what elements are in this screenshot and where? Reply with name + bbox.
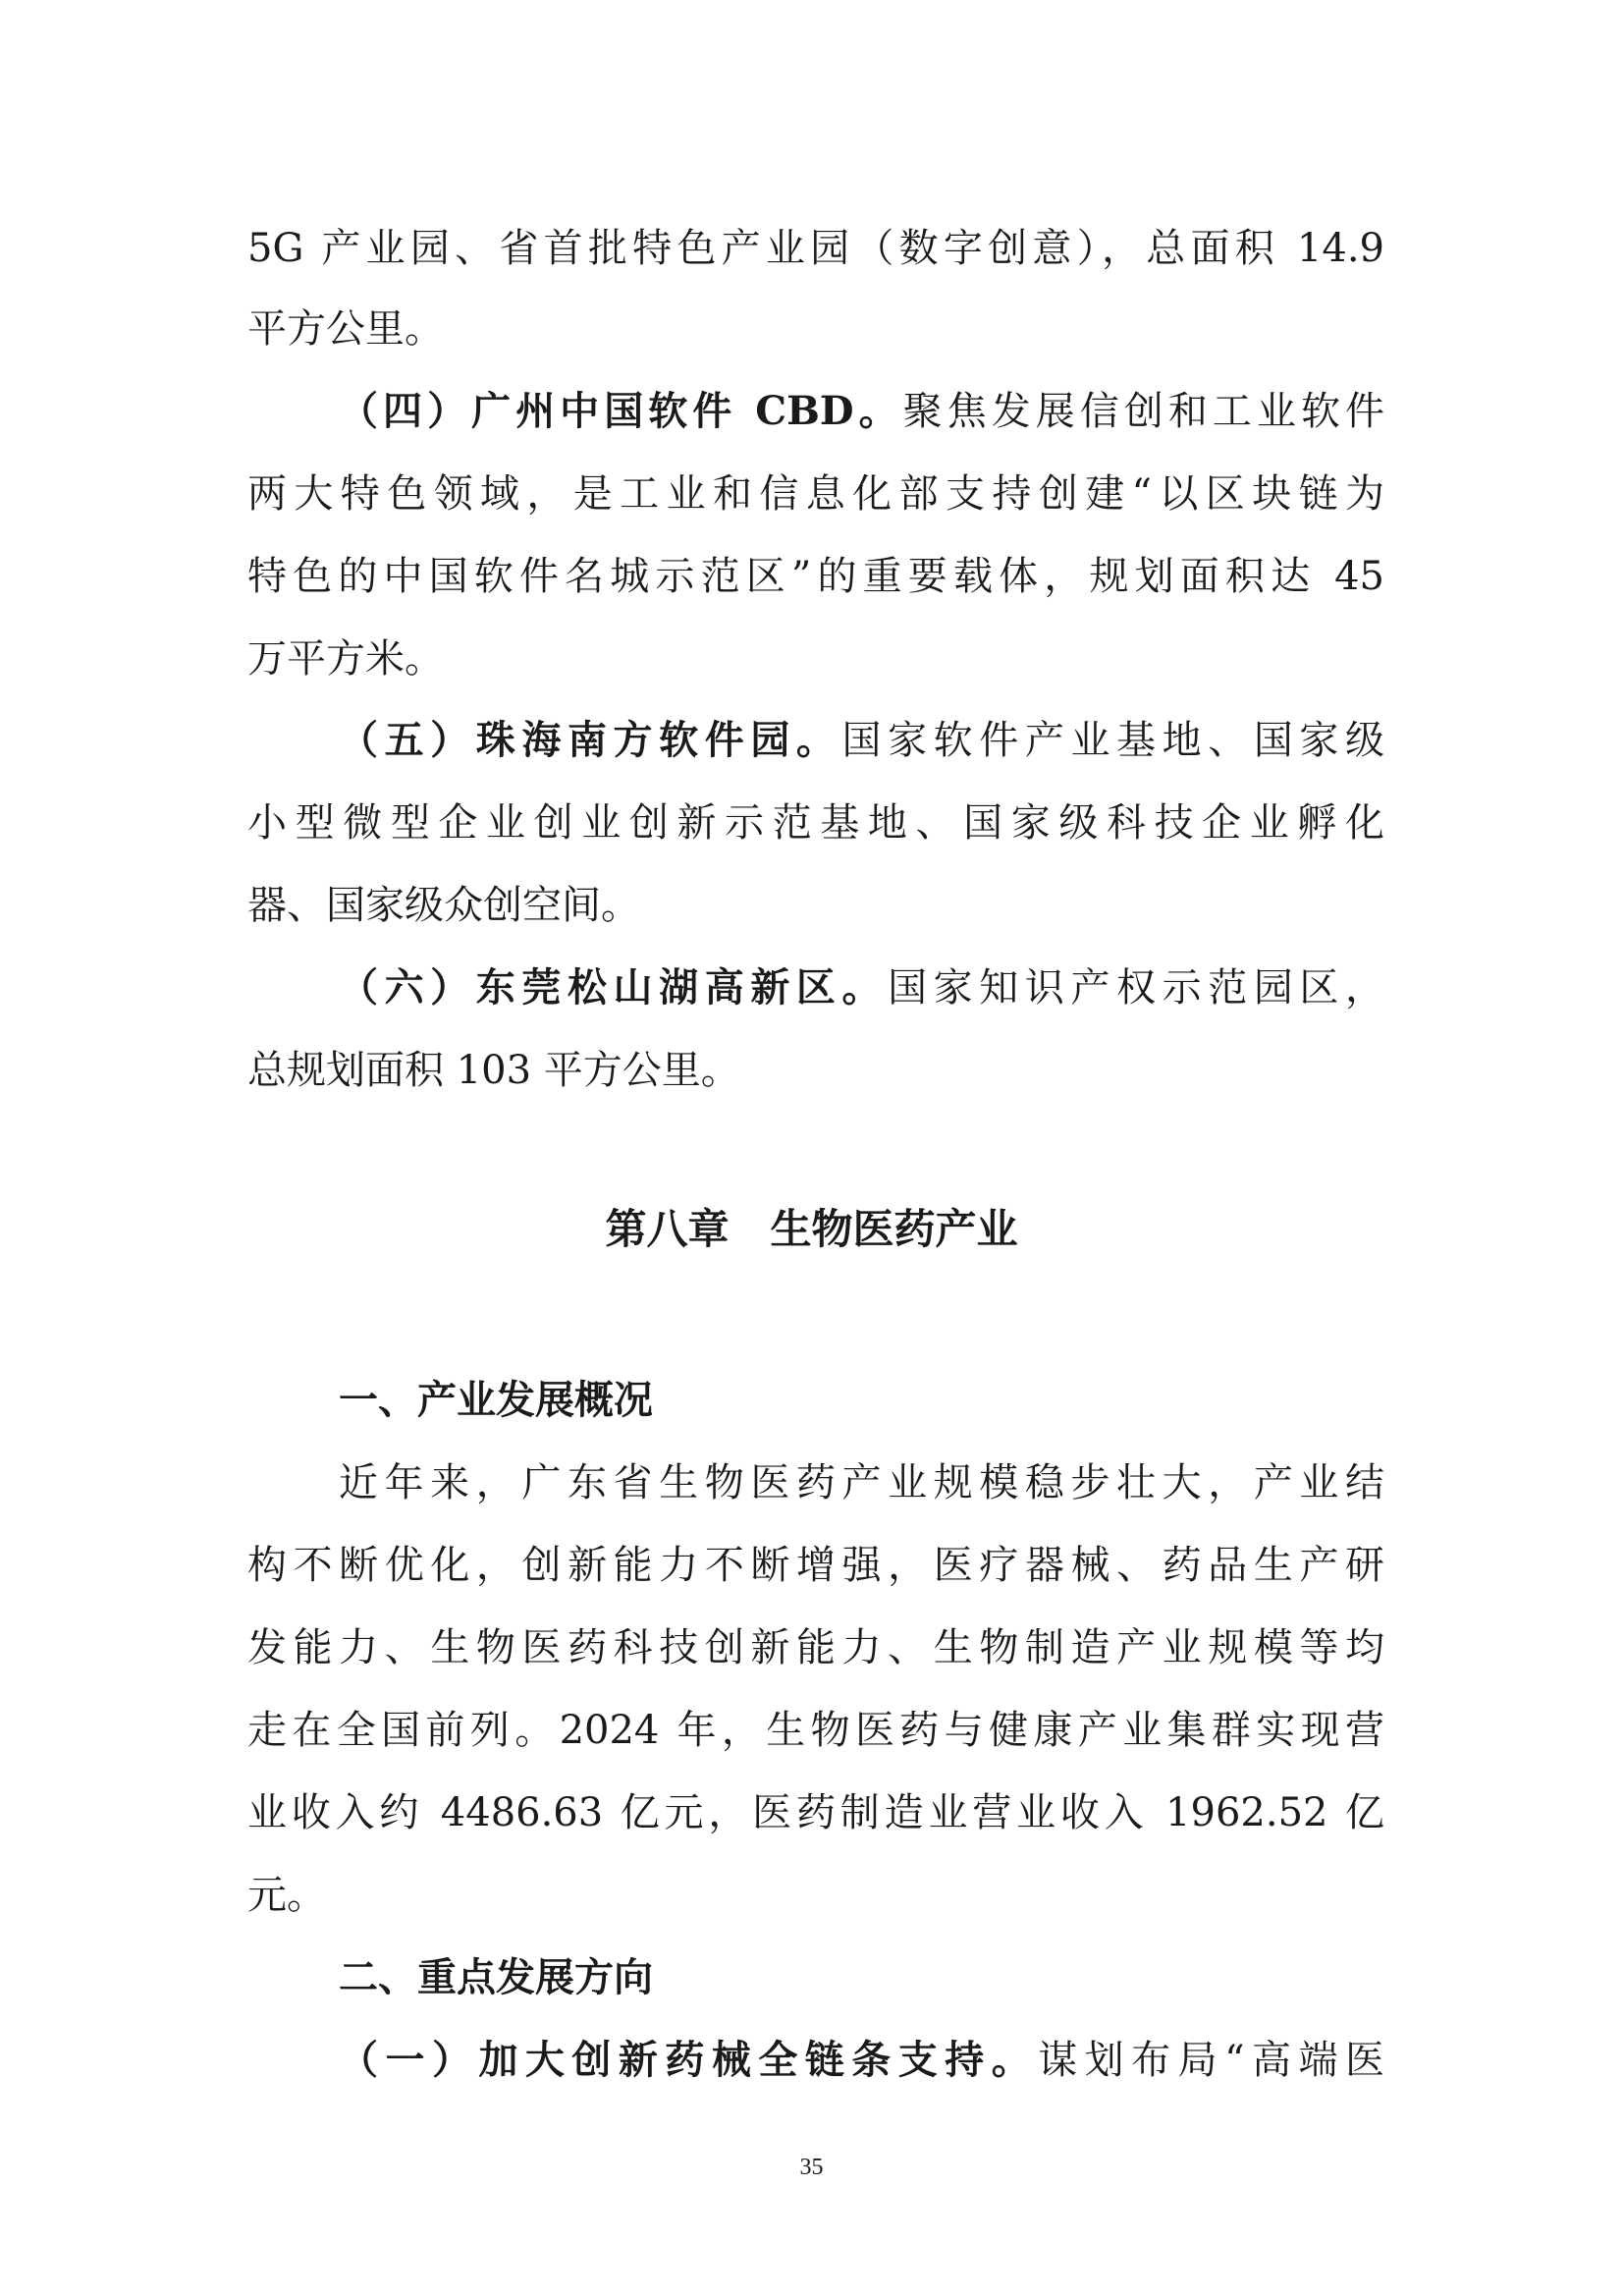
page-number: 35: [799, 2155, 824, 2180]
paragraph-line: 小型微型企业创业创新示范基地、国家级科技企业孵化: [247, 800, 1384, 846]
paragraph-lead: （五）珠海南方软件园。: [339, 717, 842, 763]
paragraph-line: 总规划面积 103 平方公里。: [247, 1048, 740, 1093]
paragraph-line: 平方公里。: [247, 306, 444, 352]
paragraph-text: 国家知识产权示范园区，: [888, 965, 1385, 1011]
paragraph-line: [339, 714, 1384, 767]
paragraph-line: [339, 2034, 1384, 2087]
paragraph-line: 业收入约 4486.63 亿元，医药制造业营业收入 1962.52 亿: [247, 1790, 1384, 1835]
paragraph-line: 构不断优化，创新能力不断增强，医疗器械、药品生产研: [247, 1543, 1384, 1588]
paragraph-lead: （四）广州中国软件 CBD。: [339, 388, 903, 434]
section-heading: 二、重点发展方向: [339, 1955, 653, 2000]
paragraph-lead: （六）东莞松山湖高新区。: [339, 964, 889, 1011]
paragraph-text: 国家软件产业基地、国家级: [841, 718, 1384, 763]
paragraph-line: 发能力、生物医药科技创新能力、生物制造产业规模等均: [247, 1625, 1384, 1670]
paragraph-text: 聚焦发展信创和工业软件: [902, 389, 1385, 434]
paragraph-line: 特色的中国软件名城示范区”的重要载体，规划面积达 45: [247, 554, 1384, 599]
paragraph-line: 元。: [247, 1873, 326, 1918]
paragraph-line: 万平方米。: [247, 636, 444, 682]
paragraph-line: 走在全国前列。2024 年，生物医药与健康产业集群实现营: [247, 1708, 1384, 1753]
paragraph-line: 器、国家级众创空间。: [247, 883, 640, 928]
paragraph-line: 5G 产业园、省首批特色产业园（数字创意），总面积 14.9: [247, 226, 1384, 271]
paragraph-line: 近年来，广东省生物医药产业规模稳步壮大，产业结: [339, 1460, 1384, 1505]
paragraph-line: 两大特色领域，是工业和信息化部支持创建“以区块链为: [247, 471, 1384, 517]
section-heading: 一、产业发展概况: [339, 1378, 653, 1423]
chapter-title: 第八章 生物医药产业: [605, 1205, 1018, 1253]
paragraph-line: [339, 961, 1384, 1014]
paragraph-text: 谋划布局“高端医: [1038, 2038, 1385, 2083]
paragraph-line: [339, 385, 1384, 438]
paragraph-lead: （一）加大创新药械全链条支持。: [339, 2037, 1039, 2083]
